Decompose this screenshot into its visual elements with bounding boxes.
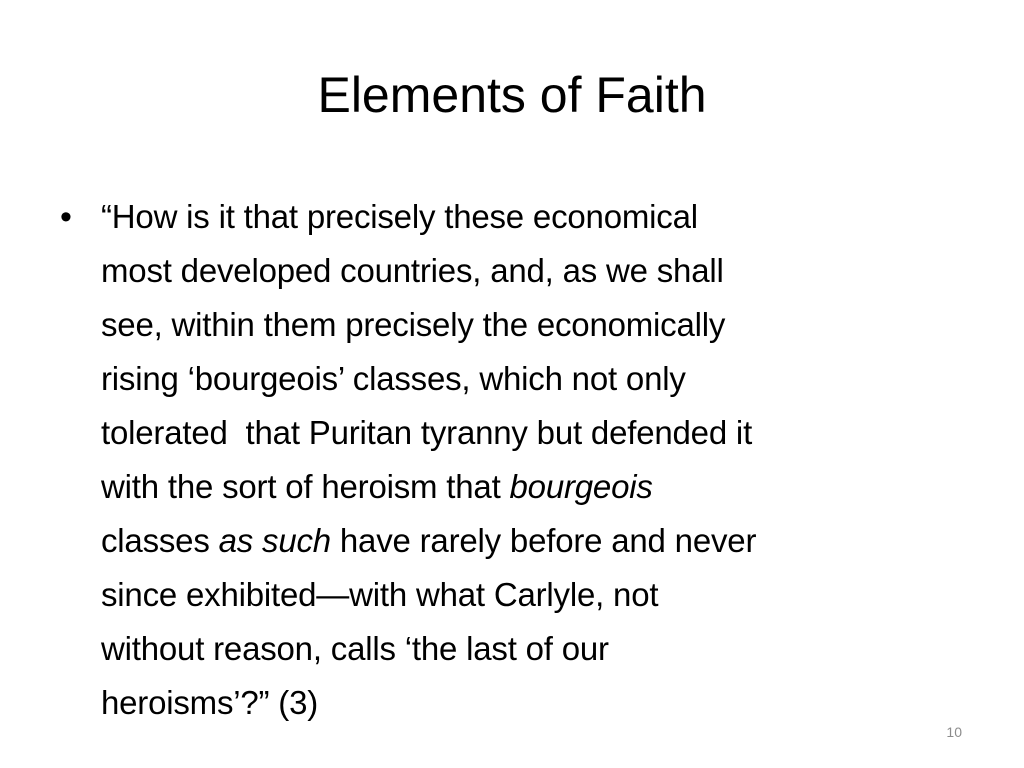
quote-line <box>101 460 756 514</box>
quote-line <box>101 406 756 460</box>
quote-line <box>101 676 756 730</box>
quote-line <box>101 622 756 676</box>
slide-body <box>60 190 960 730</box>
quote-line <box>101 244 756 298</box>
quote-segment: rising ‘bourgeois’ classes, which not only <box>101 360 686 397</box>
quote-line <box>101 568 756 622</box>
quote-segment: with the sort of heroism that <box>101 468 510 505</box>
quote-line <box>101 298 756 352</box>
quote-segment: see, within them precisely the economically <box>101 306 726 343</box>
quote-line <box>101 514 756 568</box>
bullet-item <box>60 190 960 730</box>
quote-line <box>101 352 756 406</box>
quote-line <box>101 190 756 244</box>
quote-segment: most developed countries, and, as we shall <box>101 252 724 289</box>
slide-number: 10 <box>946 724 962 740</box>
italic-emphasis: bourgeois <box>509 468 653 505</box>
quote-segment: “How is it that precisely these economical <box>101 198 698 235</box>
quote-segment: have rarely before and never <box>330 522 757 559</box>
slide-title: Elements of Faith <box>317 67 707 123</box>
quote-segment: since exhibited—with what Carlyle, not <box>101 576 659 613</box>
italic-emphasis: as such <box>218 522 331 559</box>
quote-text <box>101 190 756 730</box>
quote-segment: without reason, calls ‘the last of our <box>101 630 609 667</box>
quote-segment: tolerated that Puritan tyranny but defended it <box>101 414 753 451</box>
quote-segment: heroisms’?” (3) <box>101 684 319 721</box>
bullet-icon: • <box>60 198 72 236</box>
quote-segment: classes <box>101 522 219 559</box>
